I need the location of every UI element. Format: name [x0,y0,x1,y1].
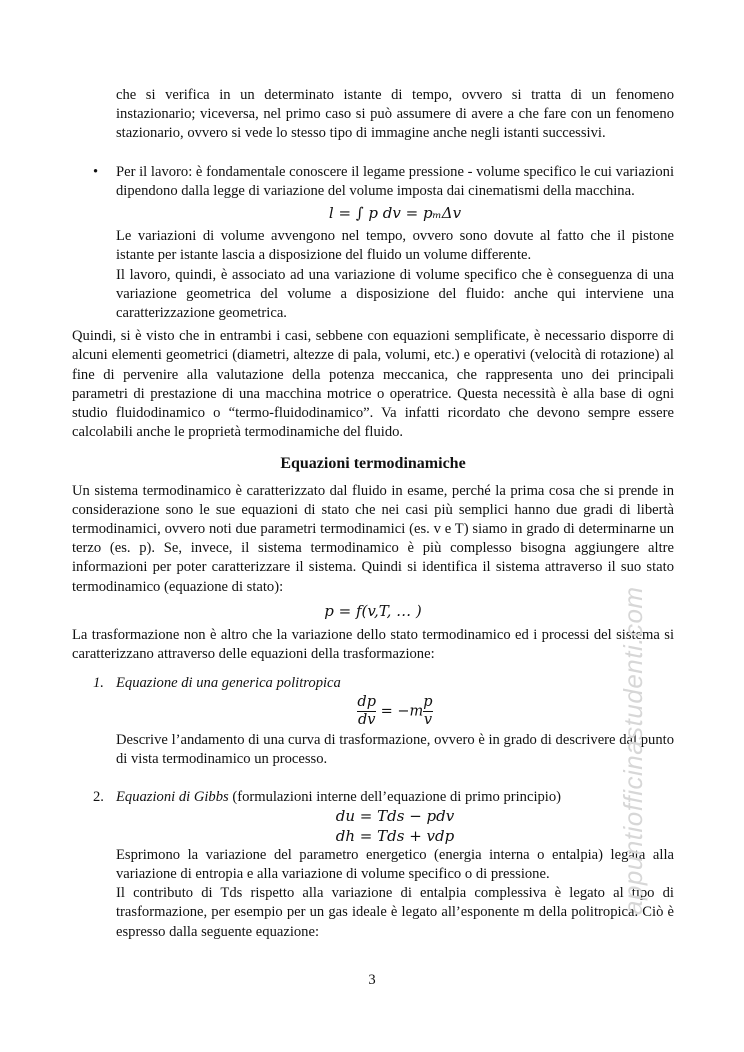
continued-paragraph: che si verifica in un determinato istante di tempo, ovvero si tratta di un fenomeno instazionario; viceversa, nel primo caso si può assumere di avere a che fare con un fenomeno stazionario, ovvero si vede lo stesso tipo di immagine anche negli istanti successivi. [116,87,674,142]
denominator: dv [357,711,376,728]
gibbs-equation-1: du = Tds − pdv [335,807,455,826]
fraction-dp-dv [357,694,376,729]
equation-middle: = −m [380,703,424,720]
watermark: appuntiofficinastudenti.com [618,586,648,915]
lavoro-intro: Per il lavoro: è fondamentale conoscere il legame pressione - volume specifico le cui variazioni dipendono dalla legge di variazione del volume imposta dai cinematismi della macchina. [116,163,674,199]
state-equation: p = f(v,T, … ) [324,601,422,620]
politropica-equation [116,694,674,729]
lavoro-text-1: Le variazioni di volume avvengono nel tempo, ovvero sono dovute al fatto che il pistone istante per istante lascia a disposizione del fluido un volume differente. [116,228,674,264]
page-body [72,86,674,942]
numerator: p [423,693,433,710]
fraction-p-v [423,694,432,729]
list-item-1 [72,674,674,769]
list-item-2 [72,788,674,942]
denominator: v [423,711,433,728]
item-number: 2. [93,789,104,806]
section-title: Equazioni termodinamiche [280,455,466,473]
lavoro-text-2: Il lavoro, quindi, è associato ad una variazione di volume specifico che è conseguenza di una variazione geometrica del volume a disposizione del fluido: anche qui interviene una caratterizzazione geometrica. [116,266,674,322]
item-heading [116,788,674,807]
page-number: 3 [368,972,376,988]
sistema-paragraph: Un sistema termodinamico è caratterizzato dal fluido in esame, perché la prima cosa che si prende in considerazione sono le sue equazioni di stato che nei casi più semplici hanno due gradi di libertà termodinamici, ovvero noti due parametri termodinamici (es. v e T) siamo in grado di determinarne un terzo (es. p). Se, invece, il sistema termodinamico è più complesso bisogna aggiungere altre informazioni per poter caratterizzare il sistema. Quindi si identifica il sistema attraverso il suo stato termodinamico (equazione di stato): [72,482,674,595]
numerator: dp [357,693,376,710]
item-text-1: Esprimono la variazione del parametro energetico (energia interna o entalpia) legata alla variazione di entropia e alla variazione di volume specifico o di pressione. [116,846,674,882]
item-title: Equazione di una generica politropica [116,675,341,692]
summary-paragraph: Quindi, si è visto che in entrambi i casi, sebbene con equazioni semplificate, è necessario disporre di alcuni elementi geometrici (diametri, altezze di pala, volumi, etc.) e operativi (velocità di rotazione) al fine di pervenire alla valutazione della potenza meccanica, che rappresenta uno dei principali parametri di prestazione di una macchina motrice o operatrice. Questa necessità è alla base di ogni studio fluidodinamico o “termo-fluidodinamico”. Va infatti ricordato che devono sempre essere calcolabili anche le proprietà termodinamiche del fluido. [72,328,674,441]
item-text-2: Il contributo di Tds rispetto alla variazione di entalpia complessiva è legato al tipo di trasformazione, per esempio per un gas ideale è legato all’esponente m della politropica. Ciò è espresso dalla seguente equazione: [116,885,674,940]
item-number: 1. [93,675,104,692]
item-text: Descrive l’andamento di una curva di trasformazione, ovvero è in grado di descrivere dal punto di vista termodinamico un processo. [116,731,674,767]
item-title-rest: (formulazioni interne dell’equazione di primo principio) [228,789,562,806]
lavoro-bullet [72,163,674,324]
trasformazione-paragraph: La trasformazione non è altro che la variazione dello stato termodinamico ed i processi del sistema si caratterizzano attraverso delle equazioni della trasformazione: [72,627,674,663]
work-formula: l = ∫ p dv = pₘΔv [328,204,462,223]
bullet-icon: • [93,163,99,180]
item-title: Equazioni di Gibbs [116,789,229,806]
gibbs-equation-2: dh = Tds + vdp [335,826,455,845]
